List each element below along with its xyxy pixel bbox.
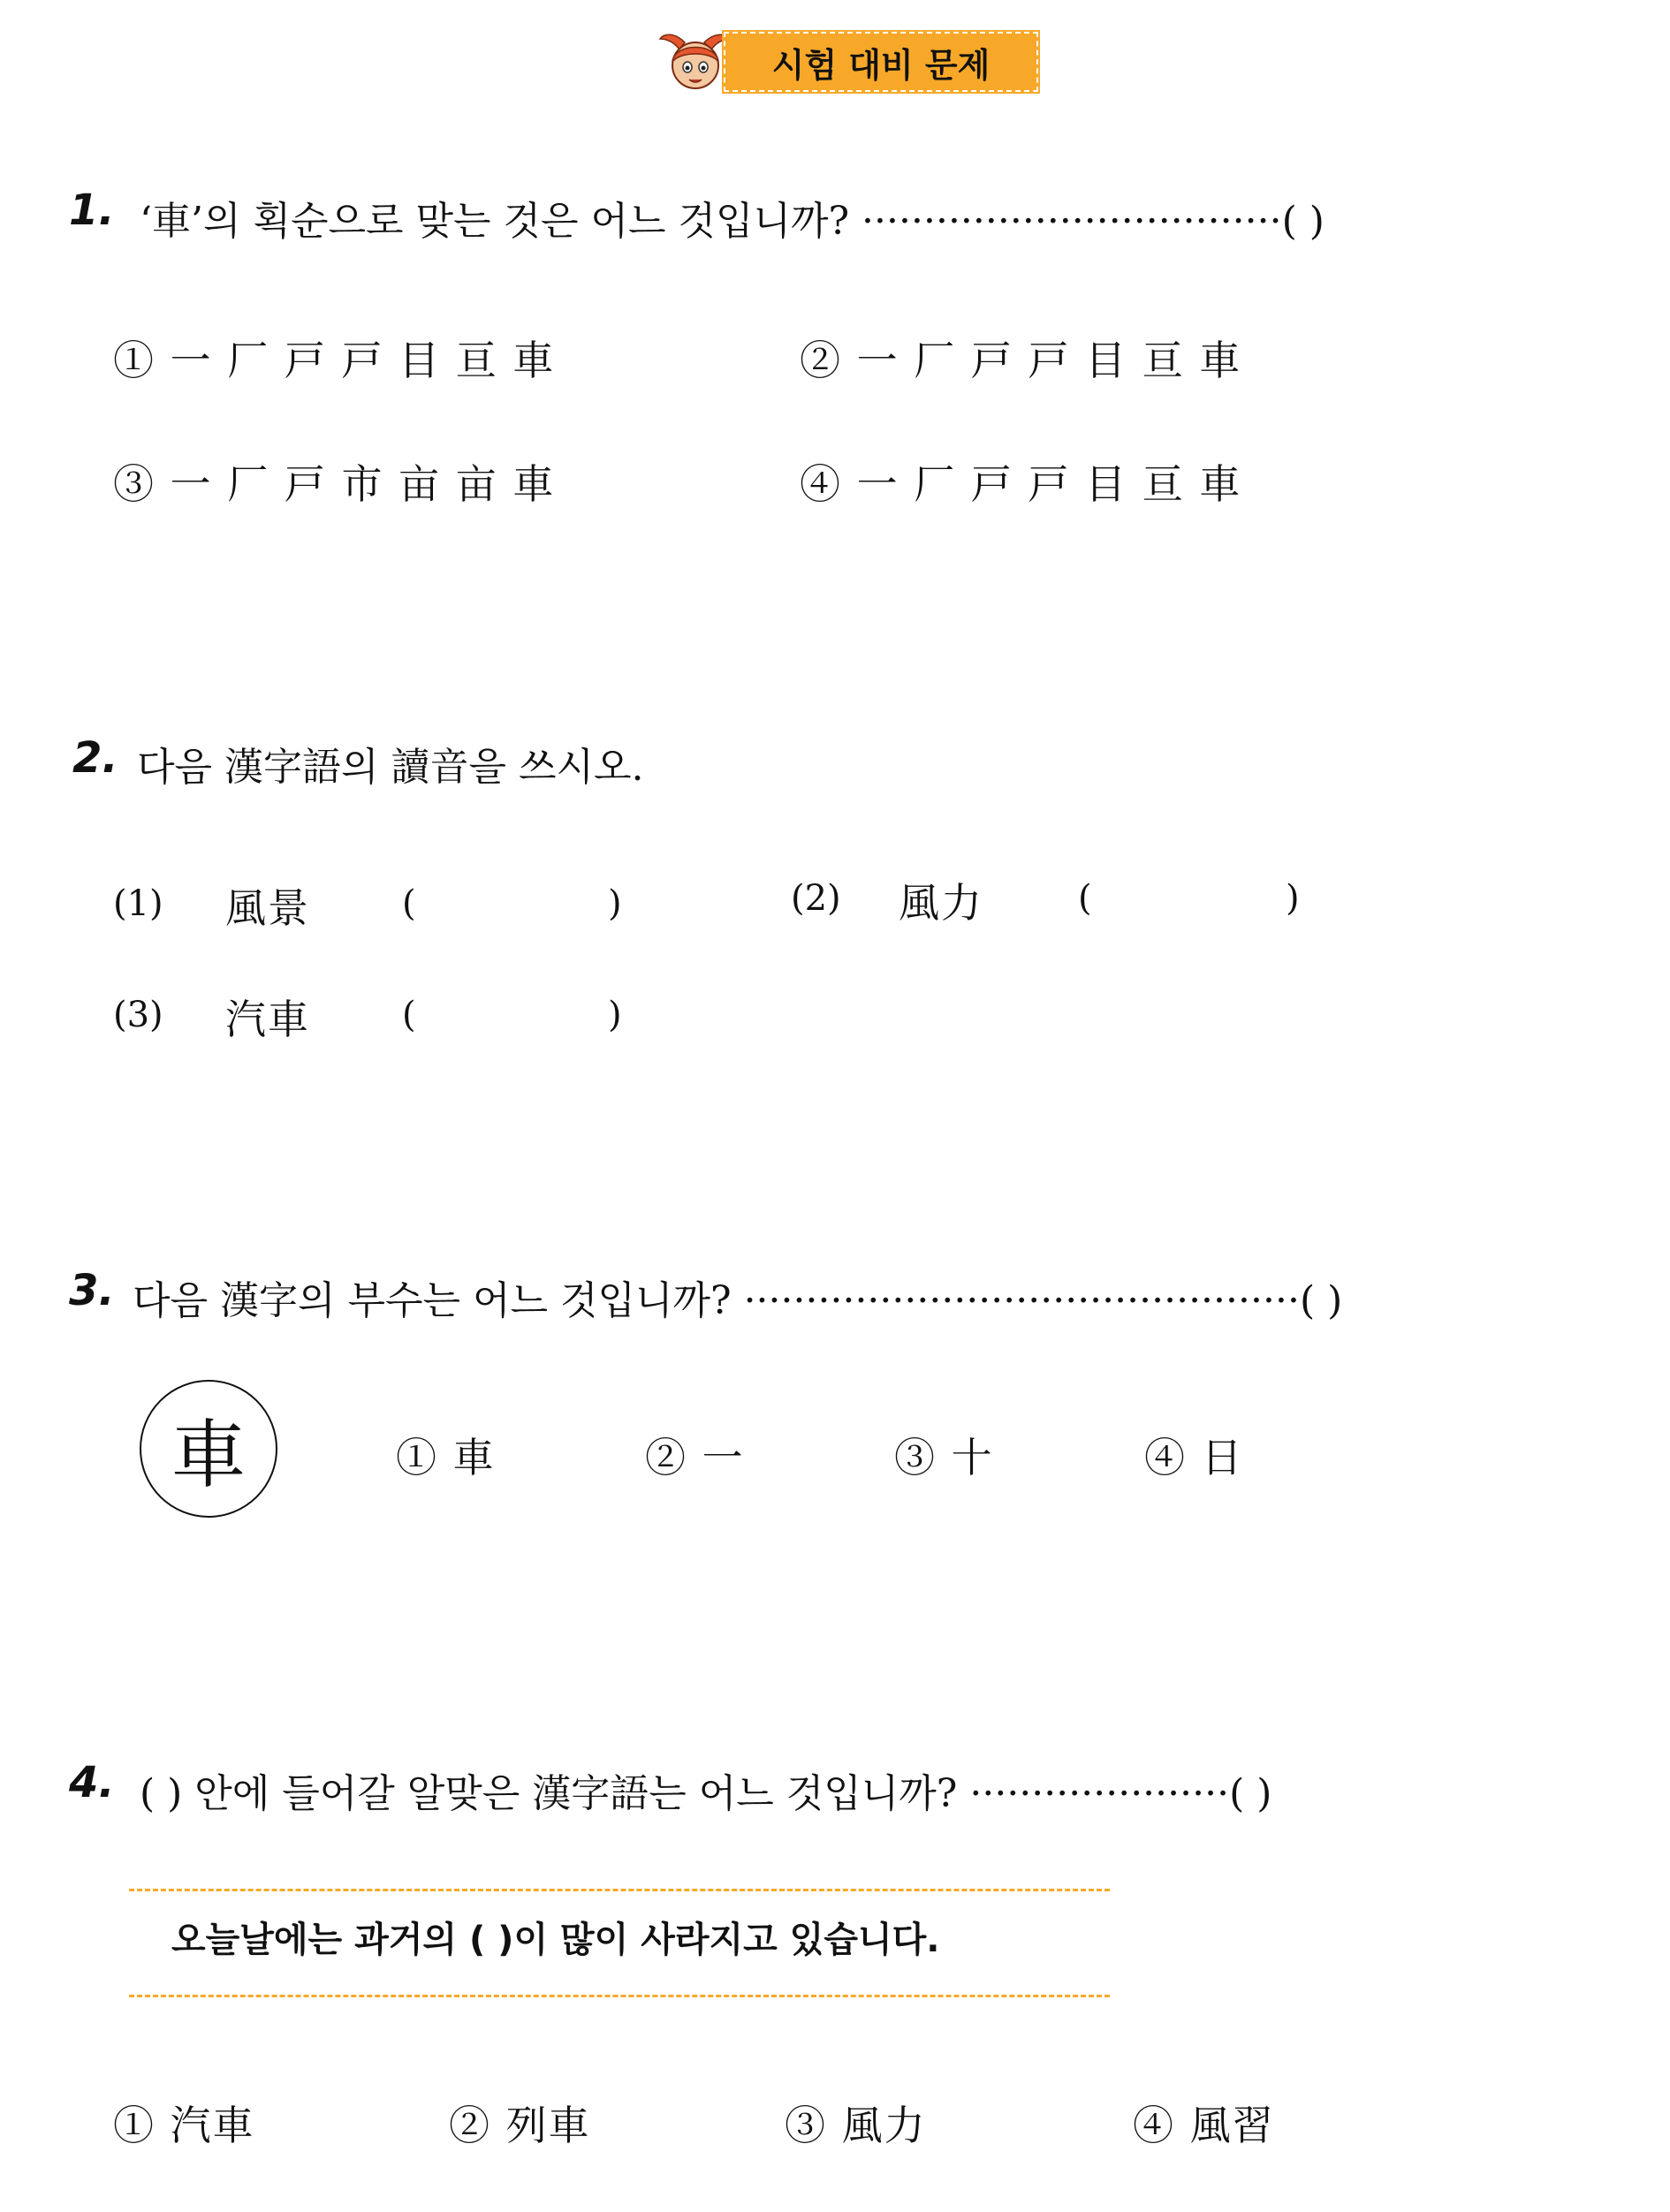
q3-number: 3. [69, 1266, 115, 1315]
option-number: ④ [800, 460, 842, 508]
option-number: ② [645, 1434, 687, 1481]
item-number: (1) [113, 883, 163, 924]
option-number: ① [113, 2102, 156, 2149]
answer-open-paren: ( [402, 883, 416, 924]
option-strokes: 一 厂 戸 戸 目 亘 車 [170, 337, 556, 384]
option-number: ③ [113, 460, 156, 508]
sentence-box-bottom-border [129, 1995, 1110, 1997]
item-number: (2) [791, 878, 841, 919]
q4-option-2[interactable] [449, 2094, 591, 2152]
q4-number: 4. [69, 1758, 115, 1807]
answer-close-paren: ) [608, 995, 622, 1035]
q2-text: 다음 漢字語의 讀音을 쓰시오. [137, 745, 644, 790]
answer-open-paren: ( [1078, 878, 1092, 919]
q4-sentence: 오늘날에는 과거의 ( )이 많이 사라지고 있습니다. [171, 1920, 940, 1960]
option-number: ② [800, 337, 842, 384]
option-number: ④ [1133, 2102, 1175, 2149]
item-word: 汽車 [225, 996, 310, 1043]
option-word: 風習 [1189, 2102, 1275, 2149]
option-strokes: 一 厂 戸 戸 目 亘 車 [856, 337, 1242, 384]
q3-option-3[interactable] [894, 1426, 994, 1484]
q1-option-4[interactable] [800, 452, 1241, 511]
q1-number: 1. [69, 186, 115, 235]
item-number: (3) [113, 995, 163, 1035]
option-char: 十 [951, 1434, 994, 1481]
q1-option-2[interactable] [800, 329, 1241, 387]
option-char: 日 [1201, 1434, 1244, 1481]
sentence-box-top-border [129, 1889, 1110, 1891]
q4-option-1[interactable] [113, 2094, 255, 2152]
q3-text: 다음 漢字의 부수는 어느 것입니까? ·············································( ) [133, 1278, 1343, 1323]
option-number: ① [396, 1434, 438, 1481]
q4-option-3[interactable] [785, 2094, 927, 2152]
q2-number: 2. [72, 733, 118, 783]
option-strokes: 一 厂 戸 戸 目 亘 車 [856, 460, 1242, 508]
q4-option-4[interactable] [1133, 2094, 1275, 2152]
q3-option-2[interactable] [645, 1426, 745, 1484]
option-number: ③ [785, 2102, 827, 2149]
option-word: 風力 [841, 2102, 927, 2149]
q1-text: ‘車’의 획순으로 맞는 것은 어느 것입니까? ··································( ) [140, 199, 1325, 244]
option-number: ③ [894, 1434, 937, 1481]
header-badge [658, 30, 1047, 95]
girl-mascot-icon [658, 30, 733, 95]
option-char: 一 [702, 1434, 745, 1481]
answer-close-paren: ) [608, 883, 622, 924]
answer-open-paren: ( [402, 995, 416, 1035]
q1-option-1[interactable] [113, 329, 555, 387]
option-number: ② [449, 2102, 491, 2149]
answer-close-paren: ) [1286, 878, 1300, 919]
item-word: 風力 [899, 879, 983, 927]
q4-text: ( ) 안에 들어갈 알맞은 漢字語는 어느 것입니까? ·····················( ) [140, 1771, 1272, 1816]
item-word: 風景 [225, 884, 310, 932]
q3-option-1[interactable] [396, 1426, 496, 1484]
q3-target-character: 車 [140, 1380, 277, 1518]
option-word: 列車 [505, 2102, 591, 2149]
option-number: ④ [1144, 1434, 1187, 1481]
option-number: ① [113, 337, 156, 384]
q3-option-4[interactable] [1144, 1426, 1244, 1484]
option-word: 汽車 [170, 2102, 255, 2149]
option-char: 車 [452, 1434, 496, 1481]
badge-title: 시험 대비 문제 [724, 32, 1038, 92]
q1-option-3[interactable] [113, 452, 555, 511]
option-strokes: 一 厂 戸 市 亩 亩 車 [170, 460, 556, 508]
